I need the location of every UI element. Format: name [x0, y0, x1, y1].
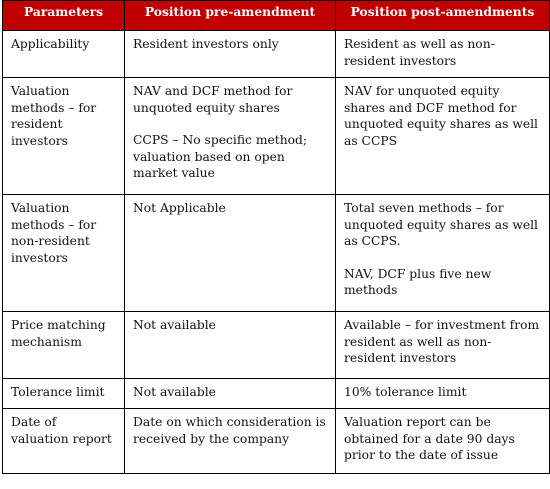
post-amendment-cell: Resident as well as non-resident investors — [336, 31, 550, 78]
post-amendment-cell: Total seven methods – for unquoted equity shares as well as CCPS. NAV, DCF plus five new methods — [336, 195, 550, 312]
post-amendment-cell: Available – for investment from resident as well as non-resident investors — [336, 312, 550, 379]
parameter-cell: Valuation methods – for resident investors — [3, 78, 125, 195]
table-row — [3, 312, 550, 379]
table-row — [3, 78, 550, 195]
parameter-cell: Tolerance limit — [3, 379, 125, 409]
header-parameters: Parameters — [3, 1, 125, 31]
table-header-row — [3, 1, 550, 31]
parameter-cell: Date of valuation report — [3, 409, 125, 474]
table-row — [3, 379, 550, 409]
table-row — [3, 409, 550, 474]
pre-amendment-cell: Not Applicable — [125, 195, 336, 312]
table-row — [3, 195, 550, 312]
header-pre-amendment: Position pre-amendment — [125, 1, 336, 31]
post-amendment-cell: 10% tolerance limit — [336, 379, 550, 409]
pre-amendment-cell: Not available — [125, 312, 336, 379]
header-post-amendments: Position post-amendments — [336, 1, 550, 31]
pre-amendment-cell: NAV and DCF method for unquoted equity shares CCPS – No specific method; valuation based on open market value — [125, 78, 336, 195]
pre-amendment-cell: Date on which consideration is received by the company — [125, 409, 336, 474]
parameter-cell: Price matching mechanism — [3, 312, 125, 379]
table-row — [3, 31, 550, 78]
pre-amendment-cell: Not available — [125, 379, 336, 409]
amendment-comparison-table — [2, 0, 550, 474]
pre-amendment-cell: Resident investors only — [125, 31, 336, 78]
parameter-cell: Valuation methods – for non-resident investors — [3, 195, 125, 312]
post-amendment-cell: NAV for unquoted equity shares and DCF method for unquoted equity shares as well as CCPS — [336, 78, 550, 195]
parameter-cell: Applicability — [3, 31, 125, 78]
post-amendment-cell: Valuation report can be obtained for a date 90 days prior to the date of issue — [336, 409, 550, 474]
